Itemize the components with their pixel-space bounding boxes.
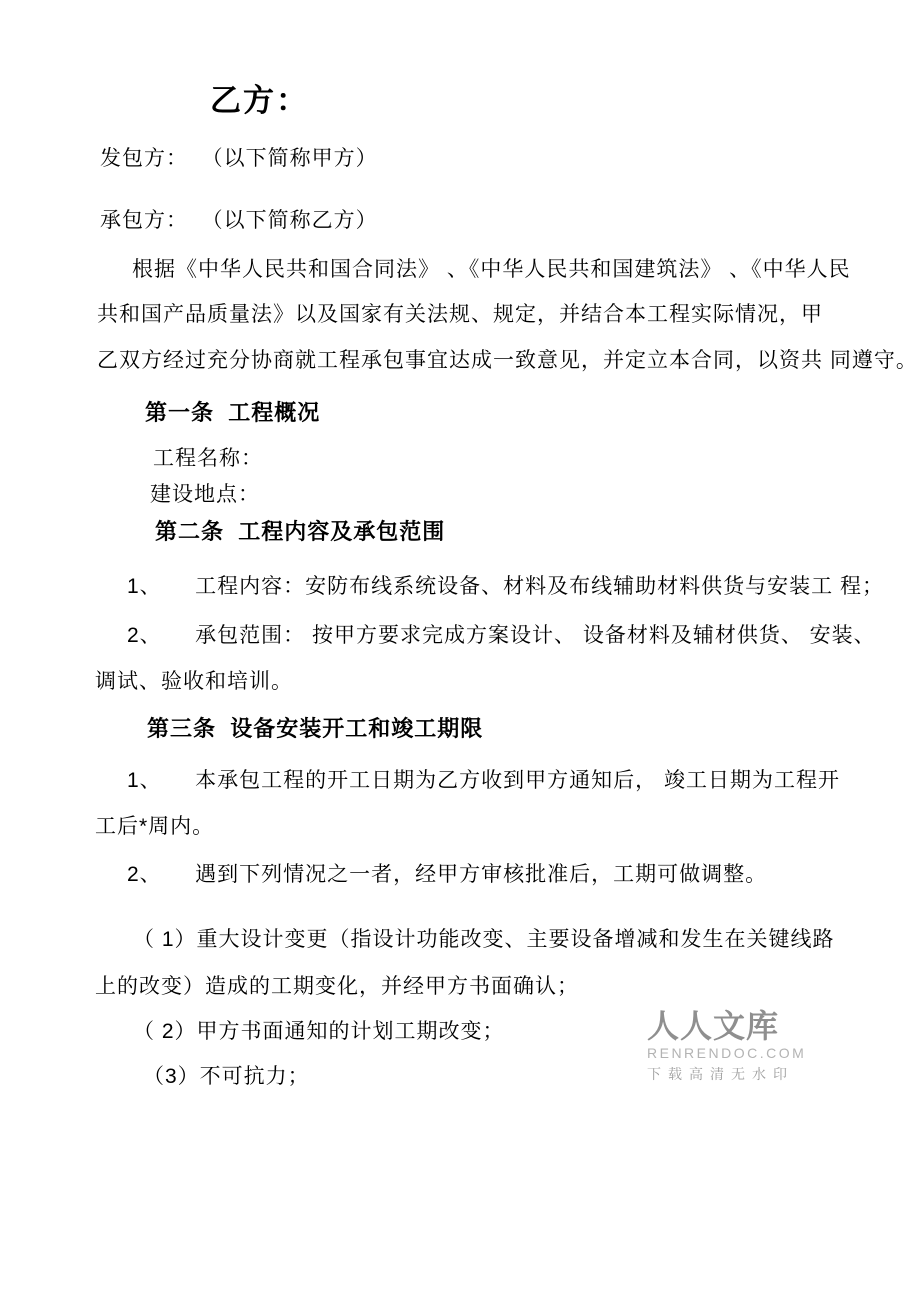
- clause-3-line: （3）不可抗力；: [143, 1065, 310, 1088]
- party-a-line: 发包方： （以下简称甲方）: [100, 147, 378, 170]
- watermark-tagline: 下载高清无水印: [647, 1066, 794, 1082]
- article-2-item-2-cont: 调试、验收和培训。: [95, 670, 293, 693]
- article-2-item-2: 2、 承包范围： 按甲方要求完成方案设计、 设备材料及辅材供货、 安装、: [127, 624, 876, 647]
- preamble-line-2: 共和国产品质量法》以及国家有关法规、规定，并结合本工程实际情况，甲: [97, 303, 823, 326]
- construction-site-label: 建设地点：: [150, 483, 260, 506]
- article-3-heading: 第三条 设备安装开工和竣工期限: [147, 716, 484, 741]
- article-2-heading: 第二条 工程内容及承包范围: [155, 519, 446, 544]
- watermark-brand-logo: 人人文库: [647, 1008, 780, 1044]
- article-3-item-2: 2、 遇到下列情况之一者，经甲方审核批准后，工期可做调整。: [127, 863, 768, 886]
- article-3-item-1: 1、 本承包工程的开工日期为乙方收到甲方通知后， 竣工日期为工程开: [127, 769, 841, 792]
- clause-1-line-1: （ 1）重大设计变更（指设计功能改变、主要设备增减和发生在关键线路: [133, 928, 835, 951]
- article-1-heading: 第一条 工程概况: [145, 400, 321, 425]
- party-b-line: 承包方： （以下简称乙方）: [100, 209, 378, 232]
- preamble-line-3: 乙双方经过充分协商就工程承包事宜达成一致意见，并定立本合同，以资共 同遵守。: [97, 349, 918, 372]
- preamble-line-1: 根据《中华人民共和国合同法》 、《中华人民共和国建筑法》 、《中华人民: [132, 258, 851, 281]
- clause-2-line: （ 2）甲方书面通知的计划工期改变；: [133, 1020, 505, 1043]
- article-2-item-1: 1、 工程内容：安防布线系统设备、材料及布线辅助材料供货与安装工 程；: [127, 575, 885, 598]
- watermark-domain: RENRENDOC.COM: [647, 1045, 807, 1061]
- watermark: [647, 1008, 857, 1082]
- project-name-label: 工程名称：: [153, 447, 263, 470]
- article-3-item-1-cont: 工后*周内。: [95, 815, 215, 838]
- doc-title: 乙方：: [210, 83, 309, 118]
- clause-1-line-2: 上的改变）造成的工期变化，并经甲方书面确认；: [95, 975, 579, 998]
